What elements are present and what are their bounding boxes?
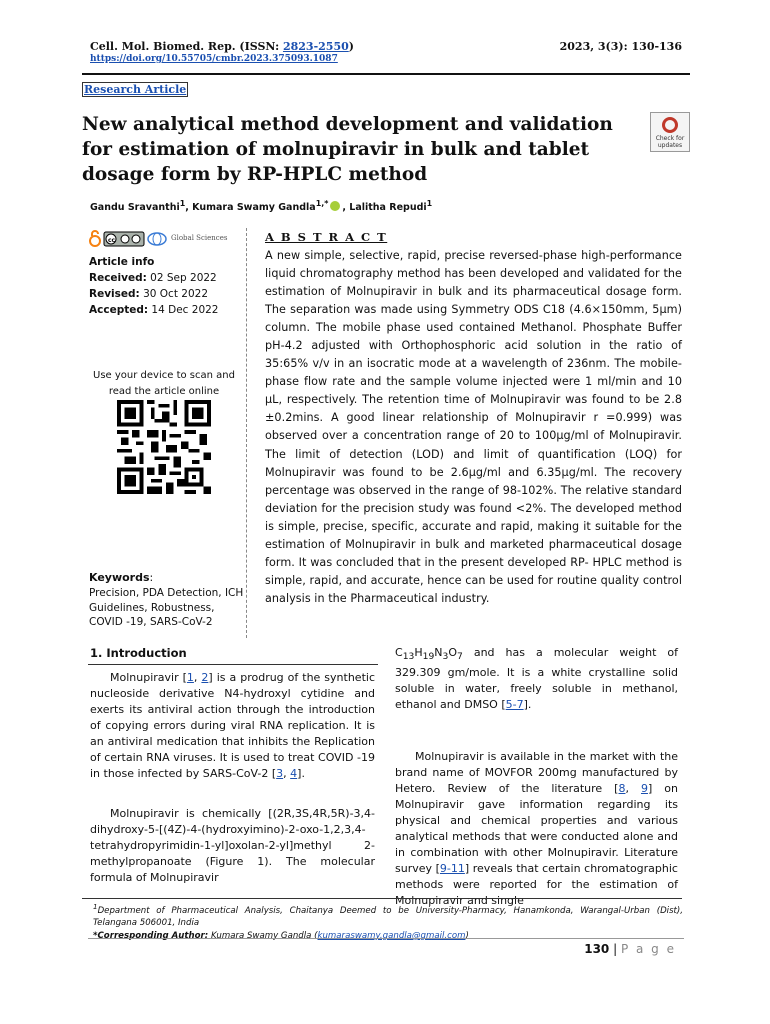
header-divider <box>82 73 690 75</box>
ref-link-2[interactable]: 2 <box>201 671 209 684</box>
corresponding-name: Kumara Swamy Gandla ( <box>208 930 318 941</box>
email-link[interactable]: kumaraswamy.gandla@gmail.com <box>317 930 466 941</box>
keywords-colon: : <box>149 571 154 584</box>
ref-link-9[interactable]: 9 <box>640 782 648 795</box>
volume-info: 2023, 3(3): 130-136 <box>559 40 682 53</box>
page-footer-divider <box>88 938 684 939</box>
abstract-text: A new simple, selective, rapid, precise reversed-phase high-performance liquid chromatography method has been developed and validated for the estimation of Molnupiravir in bulk and its pharmaceutical dosage form. The separation was made using Symmetry ODS C18 (4.6×150mm, 5µm) column. The mobile phase used contained Methanol. Phosphate Buffer pH-4.2 adjusted with Orthophosphoric acid solution in the ratio of 35:65% v/v in an isocratic mode at a wavelength of 236nm. The mobile-phase flow rate and the sample volume injected were 1 ml/min and 10 µL, respectively. The retention time of Molnupiravir was found to be 2.8 ±0.2mins. A good linear relationship of Molnupiravir r =0.999) was observed over a concentration range of 20 to 100µg/ml of Molnupiravir. The limit of detection (LOD) and limit of quantification (LOQ) for Molnupiravir was found to be 2.6µg/ml and 6.35µg/ml. The recovery percentage was observed in the range of 98-102%. The relative standard deviation for the precision study was found <2%. The developed method is simple, precise, specific, accurate and rapid, making it suitable for the estimation of Molnupiravir in bulk and marketed pharmaceutical dosage form. It was concluded that in the present developed RP- HPLC method is simple, rapid, and accurate, hence can be used for routine quality control analysis in the Pharmaceutical industry. <box>265 249 682 605</box>
check-updates-label: Check for updates <box>655 135 685 149</box>
formula-sub-4: 7 <box>457 651 463 663</box>
received-date <box>89 270 219 286</box>
page-label: P a g e <box>620 942 676 956</box>
section-heading-introduction: 1. Introduction <box>90 646 187 660</box>
page-number-value: 130 <box>584 942 610 956</box>
article-type-badge[interactable]: Research Article <box>84 83 187 96</box>
p3-text-end: ]. <box>523 698 532 712</box>
publisher-logo-text: Global Sciences <box>171 234 228 242</box>
p4-text-a: Molnupiravir is available in the market with the brand name of MOVFOR 200mg manufactured by Hetero. Review of the literature [ <box>395 750 678 795</box>
intro-paragraph-1 <box>90 670 375 782</box>
ref-link-9-11[interactable]: 9-11 <box>439 862 465 875</box>
intro-paragraph-4 <box>395 749 678 909</box>
received-label: Received: <box>89 272 147 284</box>
formula-sub-2: 19 <box>422 651 435 663</box>
corresponding-close: ) <box>465 930 469 941</box>
formula-h: H <box>414 646 423 659</box>
affiliation-sup: 1 <box>93 902 98 911</box>
journal-header <box>90 40 354 53</box>
article-info-heading: Article info <box>89 256 155 268</box>
author-3: Lalitha Repudi <box>349 202 427 214</box>
keywords-list: Precision, PDA Detection, ICH Guidelines, Robustness, COVID -19, SARS-CoV-2 <box>89 587 244 628</box>
qr-code-icon[interactable] <box>117 400 211 494</box>
affiliation <box>93 901 683 930</box>
formula-sub-1: 13 <box>402 651 415 663</box>
journal-name: Cell. Mol. Biomed. Rep. (ISSN: <box>90 40 283 53</box>
check-for-updates-badge[interactable] <box>650 112 690 152</box>
p1-text-d: , <box>283 767 291 780</box>
issn-link[interactable]: 2823-2550 <box>282 40 349 53</box>
p1-text-e: ]. <box>297 767 305 780</box>
ref-link-5-7[interactable]: 5-7 <box>505 698 524 712</box>
p1-text-a: Molnupiravir [ <box>110 671 187 684</box>
formula-o: O <box>448 646 458 659</box>
author-sep-2: , <box>342 202 350 214</box>
intro-paragraph-2: Molnupiravir is chemically [(2R,3S,4R,5R)-3,4-dihydroxy-5-[(4Z)-4-(hydroxyimino)-2-oxo-1,2,3,4-tetrahydropyrimidin-1-yl]oxolan-2-yl]methyl 2-methylpropanoate (Figure 1). The molecular formula of Molnupiravir <box>90 807 375 884</box>
formula-n: N <box>434 646 443 659</box>
revised-label: Revised: <box>89 288 140 300</box>
doi-link[interactable]: https://doi.org/10.55705/cmbr.2023.375093.1087 <box>90 54 338 64</box>
p3-text: and has a molecular weight of 329.309 gm/mole. It is a white crystalline solid soluble in water, freely soluble in methanol, ethanol and DMSO [ <box>395 646 678 712</box>
abstract-heading: A B S T R A C T <box>265 230 388 244</box>
footnote-divider <box>82 898 682 899</box>
author-1: Gandu Sravanthi <box>90 202 180 214</box>
ref-link-3[interactable]: 3 <box>276 767 284 780</box>
keywords-heading <box>89 571 153 584</box>
corresponding-author <box>93 930 683 943</box>
affiliation-text: Department of Pharmaceutical Analysis, Chaitanya Deemed to be University-Pharmacy, Hanamkonda, Warangal-Urban (Dist), Telangana 506001, India <box>93 905 683 929</box>
accepted-label: Accepted: <box>89 304 149 316</box>
scan-instruction: Use your device to scan and read the article online <box>93 370 235 397</box>
p1-text-c: ] is a prodrug of the synthetic nucleoside derivative N4-hydroxyl cytidine and exerts its antiviral action through the introduction of copying errors during viral RNA replication. It is an antiviral medication that inhibits the Replication of certain RNA viruses. It is used to treat COVID -19 in those infected by SARS-CoV-2 [ <box>90 671 375 780</box>
formula-c: C <box>395 646 403 659</box>
ref-link-1[interactable]: 1 <box>186 671 194 684</box>
formula-sub-3: 3 <box>442 651 449 663</box>
accepted-date <box>89 302 219 318</box>
author-list <box>90 199 432 213</box>
p4-text-d: ] reveals that certain chromatographic methods were reported for the estimation of Molnupiravir and single <box>395 862 678 907</box>
page-number <box>584 942 676 956</box>
orcid-icon[interactable] <box>330 201 340 211</box>
p1-text-b: , <box>193 671 202 684</box>
svg-text:cc: cc <box>108 237 116 244</box>
page-sep: | <box>609 942 621 956</box>
license-logos <box>89 230 234 248</box>
revised-date <box>89 286 219 302</box>
received-value: 02 Sep 2022 <box>146 272 217 284</box>
article-title: New analytical method development and validation for estimation of molnupiravir in bulk and tablet dosage form by RP-HPLC method <box>82 114 613 185</box>
keywords-heading-text: Keywords <box>89 571 150 584</box>
revised-value: 30 Oct 2022 <box>139 288 208 300</box>
p4-text-b: , <box>625 782 641 795</box>
author-2: Kumara Swamy Gandla <box>192 202 316 214</box>
corresponding-label: *Corresponding Author: <box>93 930 209 941</box>
accepted-value: 14 Dec 2022 <box>148 304 219 316</box>
author-3-affil: 1 <box>426 199 433 208</box>
check-updates-icon <box>662 117 678 133</box>
footnote <box>93 901 683 942</box>
ref-link-4[interactable]: 4 <box>290 767 298 780</box>
p4-text-c: ] on Molnupiravir gave information regarding its physical and chemical properties and various analytical methods that were conducted alone and in combination with other Molnupiravir. Literature survey [ <box>395 782 678 875</box>
article-info <box>89 254 219 318</box>
author-sep-1: , <box>185 202 193 214</box>
author-1-affil: 1 <box>179 199 186 208</box>
section-divider <box>88 664 378 665</box>
journal-close: ) <box>348 40 354 53</box>
intro-paragraph-3 <box>395 645 678 713</box>
author-2-affil: 1,* <box>315 199 329 208</box>
ref-link-8[interactable]: 8 <box>618 782 626 795</box>
